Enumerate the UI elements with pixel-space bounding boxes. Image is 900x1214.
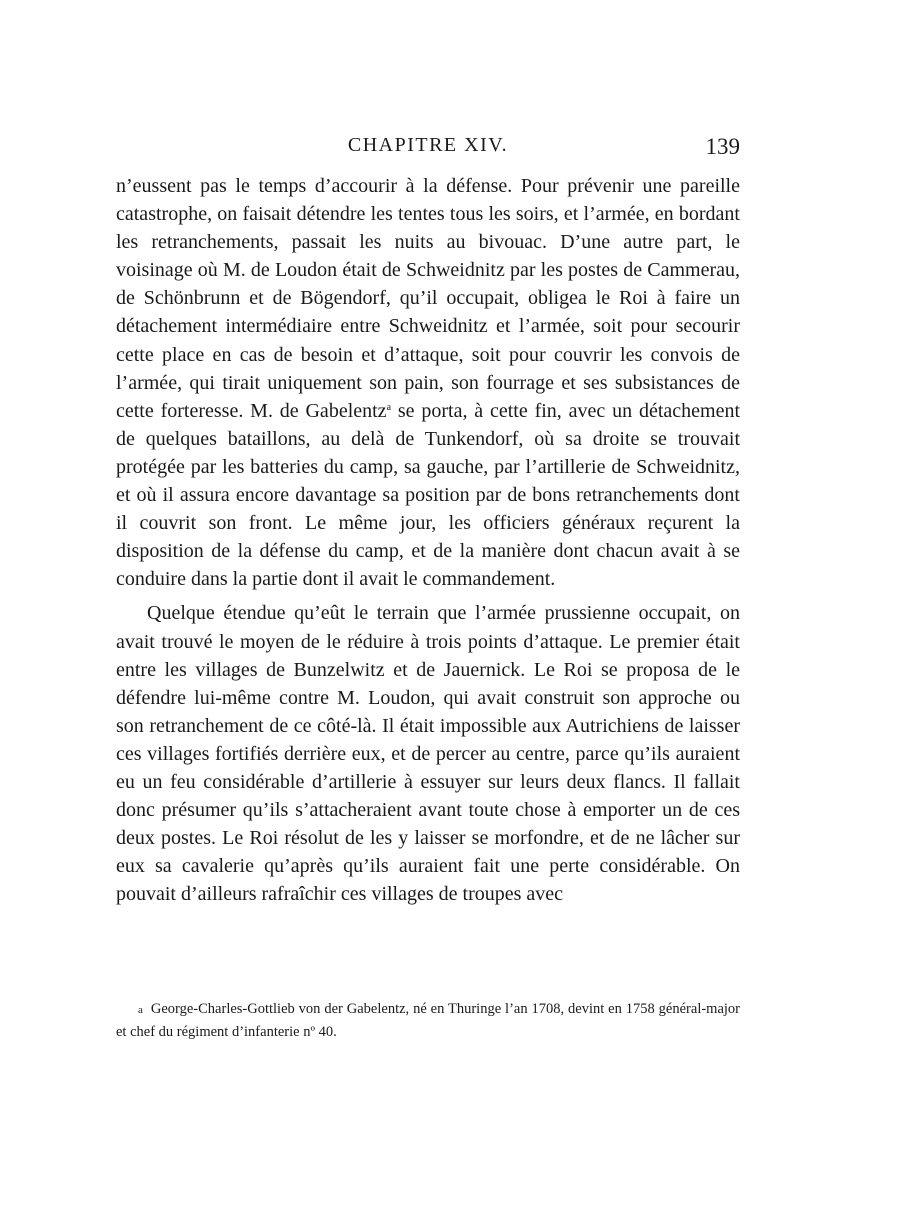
paragraph-1-part-1: n’eussent pas le temps d’accourir à la défense. Pour prévenir une pareille catastrophe, on faisait détendre les tentes tous les soirs, et l’armée, en bordant les retranchements, passait les nuits au bivouac. D’une autre part, le voisinage où M. de Loudon était de Schweidnitz par les postes de Cammerau, de Schönbrunn et de Bögendorf, qu’il occupait, obligea le Roi à faire un détachement intermédiaire entre Schweidnitz et l’armée, soit pour secourir cette place en cas de besoin et d’attaque, soit pour couvrir les convois de l’armée, qui tirait uniquement son pain, son fourrage et ses subsistances de cette forteresse. M. de Gabelentz <box>116 175 740 422</box>
paragraph-2: Quelque étendue qu’eût le terrain que l’armée prussienne occupait, on avait trouvé le moyen de le réduire à trois points d’attaque. Le premier était entre les villages de Bunzelwitz et de Jauernick. Le Roi se proposa de le défendre lui-même contre M. Loudon, qui avait construit son approche ou son retranchement de ce côté-là. Il était impossible aux Autrichiens de laisser ces villages fortifiés derrière eux, et de percer au centre, parce qu’ils auraient eu un feu considérable d’artillerie à essuyer sur leurs deux flancs. Il fallait donc présumer qu’ils s’attacheraient avant toute chose à emporter un de ces deux postes. Le Roi résolut de les y laisser se morfondre, et de ne lâcher sur eux sa cavalerie qu’après qu’ils auraient fait une perte considérable. On pouvait d’ailleurs rafraîchir ces villages de troupes avec <box>116 602 740 906</box>
body-text <box>116 172 740 908</box>
footnote-area <box>116 998 740 1043</box>
running-head <box>116 134 740 164</box>
chapter-title: CHAPITRE XIV. <box>347 134 509 156</box>
footnote-marker[interactable]: a <box>386 401 392 413</box>
footnote-text: George-Charles-Gottlieb von der Gabelentz, né en Thuringe l’an 1708, devint en 1758 général-major et chef du régiment d’infanterie nº 40. <box>116 1001 740 1040</box>
paragraph-1-part-2: se porta, à cette fin, avec un détachement de quelques bataillons, au delà de Tunkendorf, où sa droite se trouvait protégée par les batteries du camp, sa gauche, par l’artillerie de Schweidnitz, et où il assura encore davantage sa position par de bons retranchements dont il couvrit son front. Le même jour, les officiers généraux reçurent la disposition de la défense du camp, et de la manière dont chacun avait à se conduire dans la partie dont il avait le commandement. <box>116 399 741 591</box>
footnote-a <box>116 998 740 1043</box>
footnote-letter: a <box>138 1004 143 1016</box>
paragraph-1 <box>116 172 740 593</box>
page-number: 139 <box>705 134 740 159</box>
